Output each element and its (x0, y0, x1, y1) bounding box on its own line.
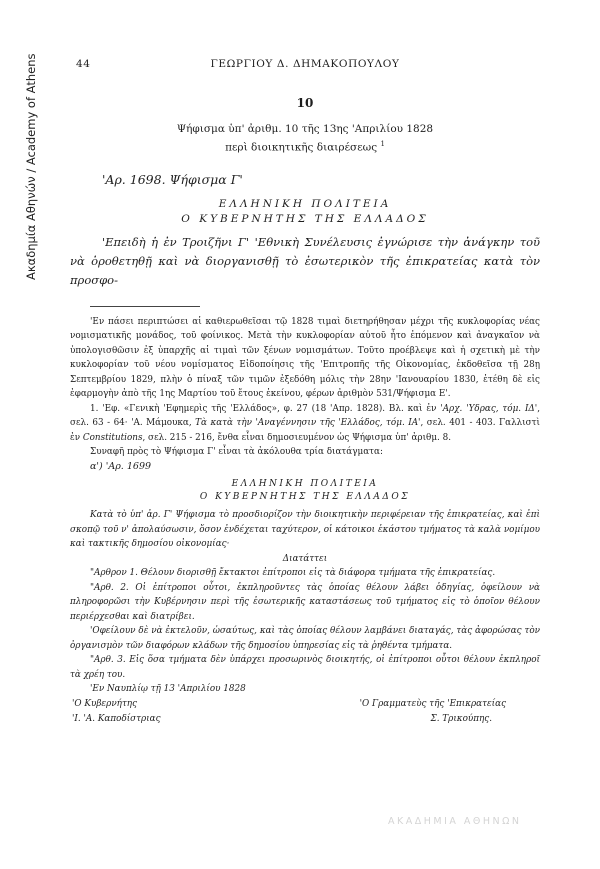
decree-reference: 'Αρ. 1698. Ψήφισμα Γ' (102, 171, 243, 187)
running-header (70, 58, 540, 78)
sub-decree-reference: α') 'Αρ. 1699 (90, 460, 152, 472)
page-number: 44 (76, 58, 91, 70)
place-date: 'Εν Ναυπλίῳ τῇ 13 'Απριλίου 1828 (90, 684, 246, 694)
sub-state-heading-line-1: ΕΛΛΗΝΙΚΗ ΠΟΛΙΤΕΙΑ (231, 479, 379, 489)
footnote-1 (70, 402, 540, 446)
sub-state-heading (70, 478, 540, 504)
subtitle-line-2 (70, 137, 540, 156)
signature-right-name: Σ. Τρικούπης. (430, 713, 492, 724)
state-heading-line-2: Ο ΚΥΒΕΡΝΗΤΗΣ ΤΗΣ ΕΛΛΑΔΟΣ (181, 212, 429, 225)
fn1-italic-b: Τὰ κατὰ τὴν 'Αναγέννησιν τῆς 'Ελλάδος, τόμ. ΙΑ' (195, 418, 421, 428)
footnote-paragraph: 'Εν πάσει περιπτώσει αἱ καθιερωθεῖσαι τῷ 1828 τιμαὶ διετηρήθησαν μέχρι τῆς κυκλοφορίας νέας νομισματικῆς μονάδος, τοῦ φοίνικος. Μετὰ τὴν κυκλοφορίαν αὐτοῦ ἦτο ἐπόμενον καὶ ἀναγκαῖον νὰ ὑπολογισθῶσιν ἐξ ὑπαρχῆς αἱ τιμαὶ τῶν ξένων νομισμάτων. Τοῦτο προέβλεψε καὶ ἡ σχετικὴ μὲ τὴν κυκλοφορίαν τοῦ νέου νομίσματος Εἰδοποίησις τῆς 'Επιτροπῆς τῆς Οἰκονομίας, ἐκδοθεῖσα τῇ 28ῃ Σεπτεμβρίου 1829, πλὴν ὁ πίναξ τῶν τιμῶν ἐξεδόθη μόλις τὴν 28ην 'Ιανουαρίου 1830, ἐτέθη δὲ εἰς ἐφαρμογὴν ἀπὸ τῆς 1ης Μαρτίου τοῦ ἔτους ἐκείνου, φέρων ἀριθμὸν 531/Ψήφισμα Ε'. (70, 316, 540, 399)
archive-label: Ακαδημία Αθηνών / Academy of Athens (24, 53, 38, 280)
fn1-italic-c: Constitutions (82, 432, 143, 443)
page-content (70, 58, 540, 726)
footnote-marker: 1 (380, 140, 385, 148)
state-heading-line-1: ΕΛΛΗΝΙΚΗ ΠΟΛΙΤΕΙΑ (218, 197, 392, 210)
document-subtitle (70, 122, 540, 156)
article-3: "Αρθ. 3. Εἰς ὅσα τμήματα δὲν ὑπάρχει προσωρινὸς διοικητής, οἱ ἐπίτροποι οὗτοι θέλουν ἐκπληροῖ τὰ χρέη του. (70, 655, 540, 680)
archive-sidebar (22, 40, 42, 280)
academy-watermark: ΑΚΑΔΗΜΙΑ ΑΘΗΝΩΝ (388, 816, 522, 827)
fn1-italic-a: 'Αρχ. 'Υδρας, τόμ. ΙΔ' (440, 403, 538, 414)
state-heading (70, 197, 540, 227)
fn1-text-a: 1. 'Εφ. «Γενικὴ 'Εφημερὶς τῆς 'Ελλάδος», φ. 27 (18 'Απρ. 1828). Βλ. καὶ ἐν (90, 403, 441, 414)
decree-body: 'Επειδὴ ἡ ἐν Τροιζῆνι Γ' 'Εθνικὴ Συνέλευσις ἐγνώρισε τὴν ἀνάγκην τοῦ νὰ ὁροθετηθῇ καὶ νὰ διοργανισθῇ τὸ ἐσωτερικὸν τῆς ἐπικρατείας κατὰ τὸν προσφο- (70, 234, 540, 287)
signature-left-title: 'Ο Κυβερνήτης (72, 698, 138, 709)
footnote-divider (90, 306, 200, 307)
signature-right-title: 'Ο Γραμματεὺς τῆς 'Επικρατείας (359, 698, 506, 709)
article-2: "Αρθ. 2. Οἱ ἐπίτροποι οὗτοι, ἐκπληροῦντες τὰς ὁποίας θέλουν λάβει ὁδηγίας, ὀφείλουν νὰ πληροφορῶσι τὴν Κυβέρνησιν περὶ τῆς ἐσωτερικῆς καταστάσεως τοῦ τμήματος εἰς τὸ ὁποῖον θέλουν περιέρχεσθαι καὶ διατρίβει. (70, 582, 540, 622)
subtitle-line-1: Ψήφισμα ὑπ' ἀριθμ. 10 τῆς 13ης 'Απριλίου 1828 (176, 123, 434, 135)
sub-decree-preamble: Κατὰ τὸ ὑπ' ἀρ. Γ' Ψήφισμα τὸ προσδιορίζον τὴν διοικητικὴν περιφέρειαν τῆς ἐπικρατείας, καὶ ἐπὶ σκοπῷ τοῦ ν' ἀπολαύσωσιν, ὅσον ἐνδέχεται ταχύτερον, οἱ κάτοικοι ἑκάστου τμήματος τὰ καλὰ νομίμου καὶ τακτικῆς δημοσίου οἰκονομίας· (70, 510, 540, 549)
article-2-continued: 'Οφείλουν δὲ νὰ ἐκτελοῦν, ὡσαύτως, καὶ τὰς ὁποίας θέλουν λαμβάνει διαταγάς, τὰς ἀφορώσας τὸν ὀργανισμὸν τῶν διαφόρων κλάδων τῆς δημοσίου ὑπηρεσίας εἰς τὰ ῥηθέντα τμήματα. (70, 626, 540, 651)
fn1-text-b: , σελ. 63 - 64· 'Α. Μάμουκα, (70, 403, 540, 428)
signatures (70, 697, 540, 726)
fn1-text-c: , σελ. 401 - 403. Γαλλιστὶ ἐν (70, 418, 541, 443)
signature-left-name: 'Ι. 'Α. Καποδίστριας (72, 713, 161, 724)
running-author: ΓΕΩΡΓΙΟΥ Δ. ΔΗΜΑΚΟΠΟΥΛΟΥ (210, 58, 400, 70)
fn1-text-d: , σελ. 215 - 216, ἔνθα εἶναι δημοσιευμένον ὡς Ψήφισμα ὑπ' ἀριθμ. 8. (142, 432, 452, 443)
document-number: 10 (296, 96, 314, 110)
footnotes (70, 315, 540, 726)
sub-state-heading-line-2: Ο ΚΥΒΕΡΝΗΤΗΣ ΤΗΣ ΕΛΛΑΔΟΣ (199, 492, 411, 502)
article-1: "Αρθρον 1. Θέλουν διορισθῇ ἔκτακτοι ἐπίτροποι εἰς τὰ διάφορα τμήματα τῆς ἐπικρατείας. (90, 568, 496, 578)
subtitle-line-2-text: περὶ διοικητικῆς διαιρέσεως (225, 141, 378, 154)
decrees-heading: Διατάττει (282, 553, 328, 564)
attached-decrees-intro: Συναφῆ πρὸς τὸ Ψήφισμα Γ' εἶναι τὰ ἀκόλουθα τρία διατάγματα: (90, 447, 383, 457)
